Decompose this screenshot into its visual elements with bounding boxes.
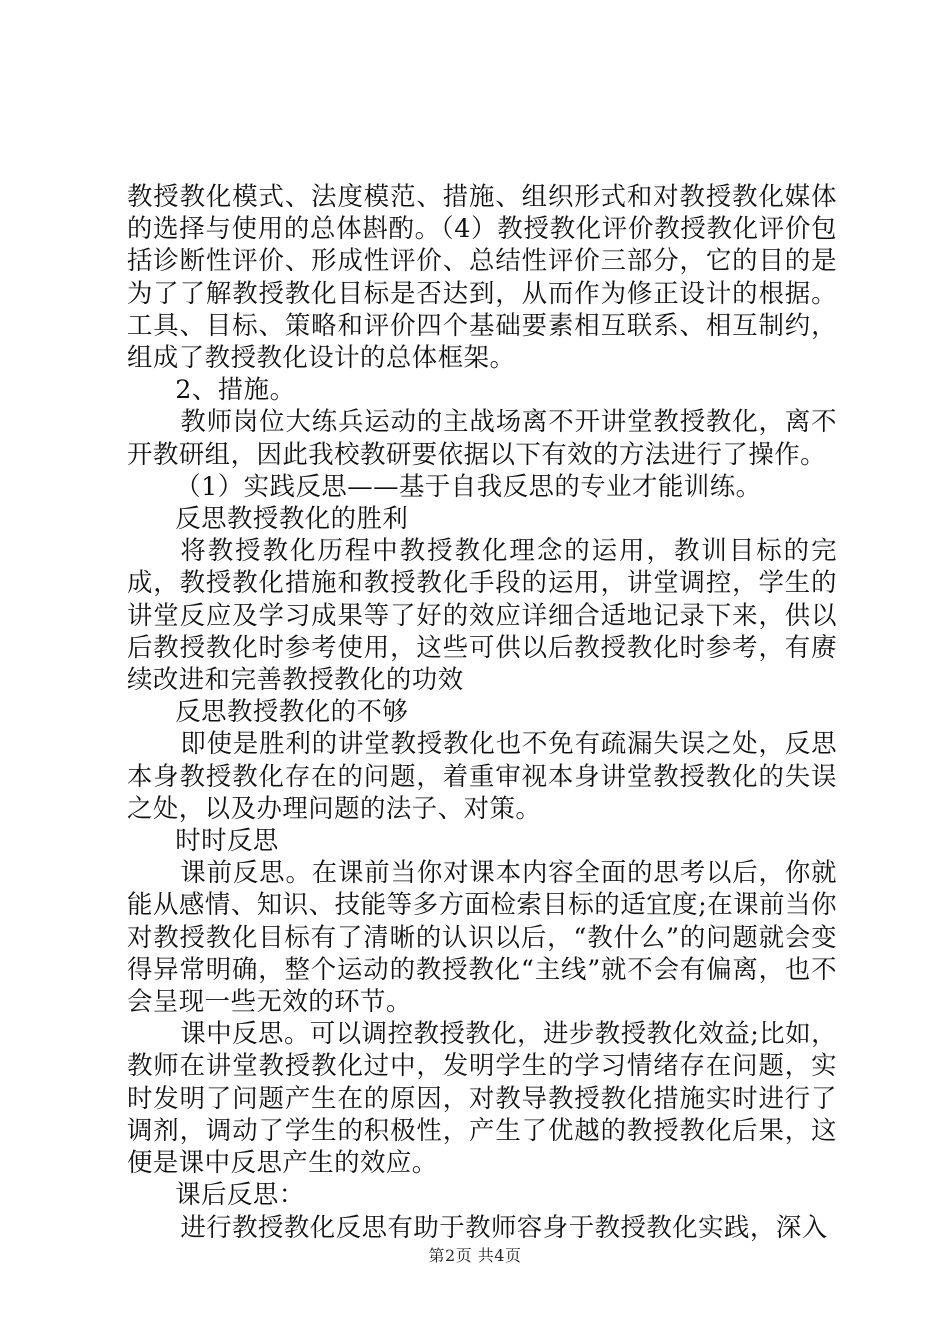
subheading-reflect-shortcomings: 反思教授教化的不够 <box>175 696 409 727</box>
page-number-footer: 第2页 共4页 <box>428 1246 522 1265</box>
paragraph-post-class-reflection: 进行教授教化反思有助于教师容身于教授教化实践，深入 <box>180 1211 828 1242</box>
paragraph-reflect-shortcomings: 即使是胜利的讲堂教授教化也不免有疏漏失误之处，反思本身教授教化存在的问题，着重审视本身讲堂教授教化的失误之处，以及办理问题的法子、对策。 <box>127 728 837 823</box>
subheading-reflect-success: 反思教授教化的胜利 <box>175 503 409 534</box>
document-body <box>127 180 837 1243</box>
paragraph-teaching-drill: 教师岗位大练兵运动的主战场离不开讲堂教授教化，离不开教研组，因此我校教研要依据以下有效的方法进行了操作。 <box>127 406 837 469</box>
subheading-constant-reflection: 时时反思 <box>175 825 279 856</box>
paragraph-framework: 教授教化模式、法度模范、措施、组织形式和对教授教化媒体的选择与使用的总体斟酌。（4）教授教化评价教授教化评价包括诊断性评价、形成性评价、总结性评价三部分，它的目的是为了了解教授教化目标是否达到，从而作为修正设计的根据。工具、目标、策略和评价四个基础要素相互联系、相互制约，组成了教授教化设计的总体框架。 <box>127 181 837 373</box>
subheading-practice-reflection: （1）实践反思——基于自我反思的专业才能训练。 <box>175 470 762 501</box>
paragraph-in-class-reflection: 课中反思。可以调控教授教化，进步教授教化效益;比如，教师在讲堂教授教化过中，发明学生的学习情绪存在问题，实时发明了问题产生在的原因，对教导教授教化措施实时进行了调剂，调动了学生的积极性，产生了优越的教授教化后果，这便是课中反思产生的效应。 <box>127 1018 837 1178</box>
paragraph-reflect-success: 将教授教化历程中教授教化理念的运用，教训目标的完成，教授教化措施和教授教化手段的运用，讲堂调控，学生的讲堂反应及学习成果等了好的效应详细合适地记录下来，供以后教授教化时参考使用，这些可供以后教授教化时参考，有赓续改进和完善教授教化的功效 <box>127 535 837 695</box>
subheading-post-class-reflection: 课后反思： <box>175 1179 305 1210</box>
paragraph-pre-class-reflection: 课前反思。在课前当你对课本内容全面的思考以后，你就能从感情、知识、技能等多方面检索目标的适宜度;在课前当你对教授教化目标有了清晰的认识以后，“教什么”的问题就会变得异常明确，整个运动的教授教化“主线”就不会有偏离，也不会呈现一些无效的环节。 <box>127 857 837 1017</box>
section-heading-measures: 2、措施。 <box>175 374 296 405</box>
